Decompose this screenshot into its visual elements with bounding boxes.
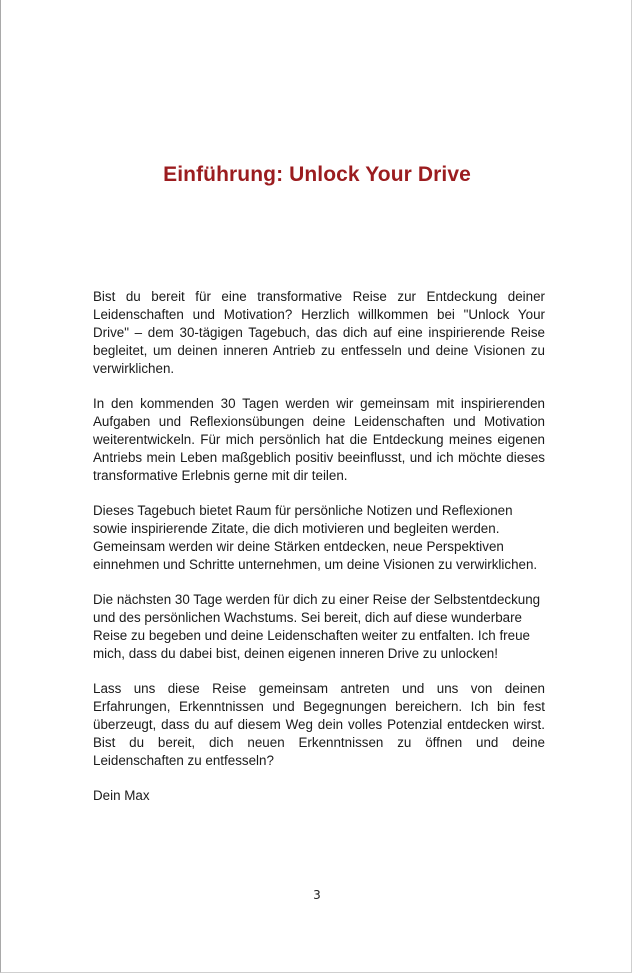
paragraph-2: In den kommenden 30 Tagen werden wir gemeinsam mit inspirierenden Aufgaben und Reflexionsübungen deine Leidenschaften und Motivation weiterentwickeln. Für mich persönlich hat die Entdeckung meines eigenen Antriebs mein Leben maßgeblich positiv beeinflusst, und ich möchte dieses transformative Erlebnis gerne mit dir teilen.	[93, 396, 545, 483]
paragraph-4: Die nächsten 30 Tage werden für dich zu einer Reise der Selbstentdeckung und des persönlichen Wachstums. Sei bereit, dich auf diese wunderbare Reise zu begeben und deine Leidenschaften weiter zu entfalten. Ich freue mich, dass du dabei bist, deinen eigenen inneren Drive zu unlocken!	[93, 592, 541, 661]
signature: Dein Max	[93, 788, 150, 803]
page-title: Einführung: Unlock Your Drive	[163, 163, 471, 186]
paragraph-3: Dieses Tagebuch bietet Raum für persönliche Notizen und Reflexionen sowie inspirierende Zitate, die dich motivieren und begleiten werden. Gemeinsam werden wir deine Stärken entdecken, neue Perspektiven einnehmen und Schritte unternehmen, um deine Visionen zu verwirklichen.	[93, 503, 538, 572]
paragraph-1: Bist du bereit für eine transformative Reise zur Entdeckung deiner Leidenschaften und Motivation? Herzlich willkommen bei "Unlock Your Drive" – dem 30-tägigen Tagebuch, das dich auf eine inspirierende Reise begleitet, um deinen inneren Antrieb zu entfesseln und deine Visionen zu verwirklichen.	[93, 289, 545, 376]
page-number: 3	[313, 888, 321, 902]
paragraph-5: Lass uns diese Reise gemeinsam antreten und uns von deinen Erfahrungen, Erkenntnissen und Begegnungen bereichern. Ich bin fest überzeugt, dass du auf diesem Weg dein volles Potenzial entdecken wirst. Bist du bereit, dich neuen Erkenntnissen zu öffnen und deine Leidenschaften zu entfesseln?	[93, 681, 545, 768]
body-text	[93, 288, 545, 822]
